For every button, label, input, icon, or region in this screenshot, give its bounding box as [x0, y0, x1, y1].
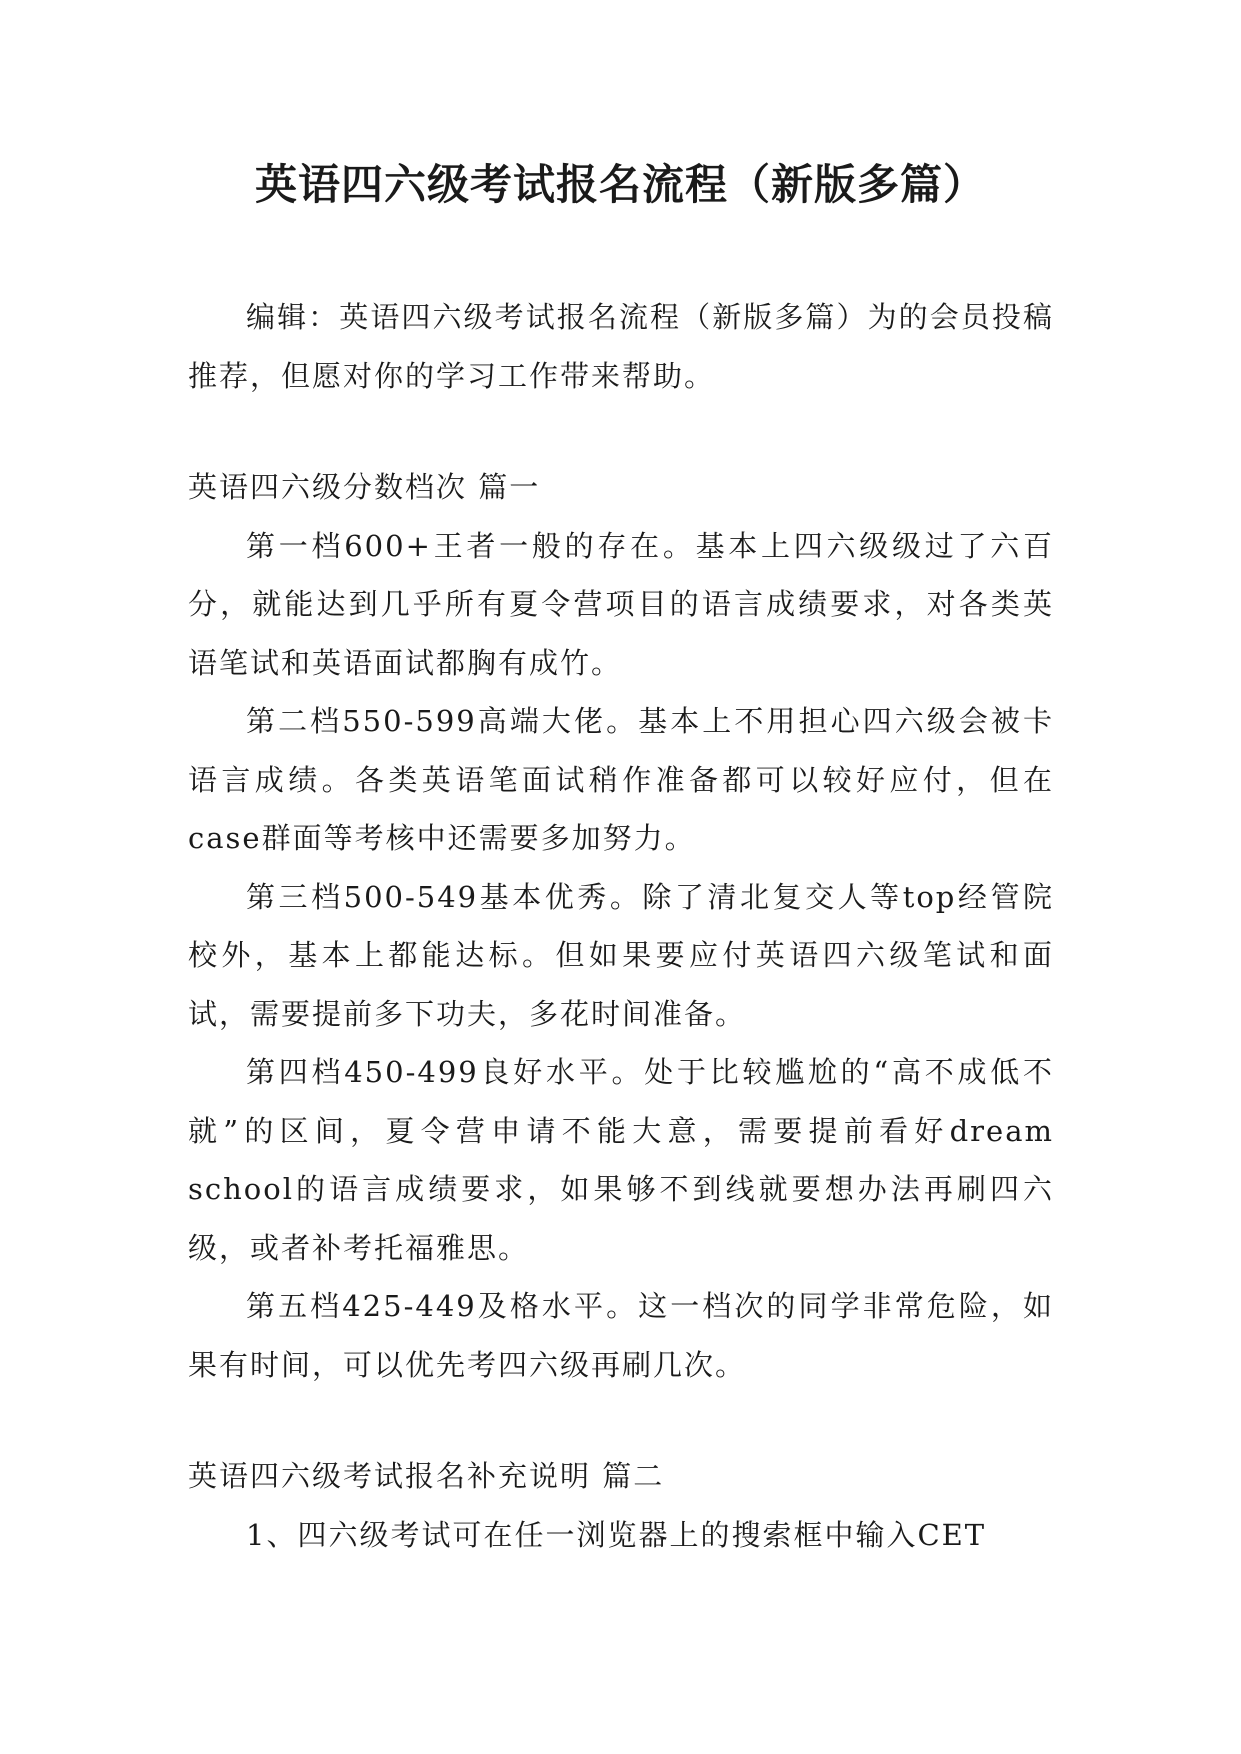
intro-paragraph: 编辑：英语四六级考试报名流程（新版多篇）为的会员投稿推荐，但愿对你的学习工作带来帮助。: [188, 300, 1054, 393]
section-paragraph: 第二档550-599高端大佬。基本上不用担心四六级会被卡语言成绩。各类英语笔面试稍作准备都可以较好应付，但在case群面等考核中还需要多加努力。: [188, 704, 1054, 855]
document-title: 英语四六级考试报名流程（新版多篇）: [254, 160, 986, 209]
section-paragraph: 第四档450-499良好水平。处于比较尴尬的“高不成低不就”的区间，夏令营申请不能大意，需要提前看好dream school的语言成绩要求，如果够不到线就要想办法再刷四六级，或者补考托福雅思。: [188, 1055, 1054, 1265]
section-heading: 英语四六级分数档次 篇一: [188, 470, 541, 504]
section-paragraph: 第一档600+王者一般的存在。基本上四六级级过了六百分，就能达到几乎所有夏令营项目的语言成绩要求，对各类英语笔试和英语面试都胸有成竹。: [188, 528, 1054, 680]
spacer: [188, 1394, 1054, 1447]
section-paragraph: 第五档425-449及格水平。这一档次的同学非常危险，如果有时间，可以优先考四六级再刷几次。: [188, 1289, 1054, 1382]
section-paragraph: 1、四六级考试可在任一浏览器上的搜索框中输入CET: [246, 1517, 987, 1552]
section-2: [188, 1447, 1054, 1564]
section-1: [188, 458, 1054, 1394]
spacer: [188, 405, 1054, 458]
section-paragraph: 第三档500-549基本优秀。除了清北复交人等top经管院校外，基本上都能达标。但如果要应付英语四六级笔试和面试，需要提前多下功夫，多花时间准备。: [188, 879, 1054, 1031]
section-heading: 英语四六级考试报名补充说明 篇二: [188, 1459, 665, 1493]
document-body: [188, 288, 1054, 1564]
